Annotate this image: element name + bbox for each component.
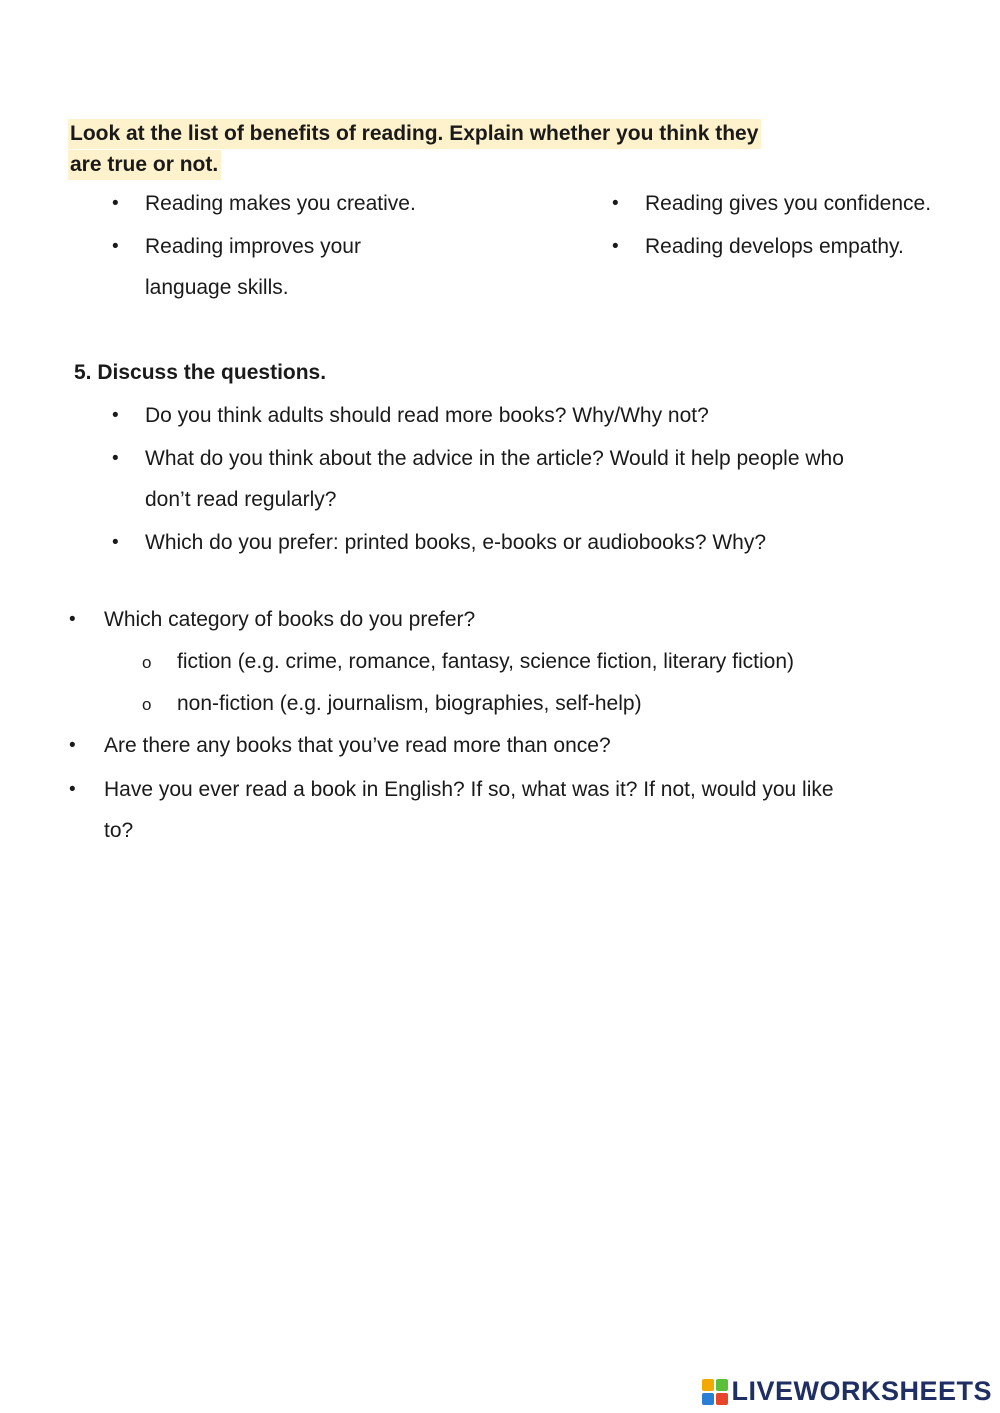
- bullet-icon: •: [112, 532, 119, 553]
- bullet-icon: •: [112, 193, 119, 214]
- section-5-heading: 5. Discuss the questions.: [74, 361, 327, 384]
- benefit-creative: Reading makes you creative.: [145, 192, 416, 215]
- instruction-line-1: Look at the list of benefits of reading. Explain whether you think they: [68, 119, 761, 149]
- discuss-question-3: Which do you prefer: printed books, e-books or audiobooks? Why?: [145, 531, 767, 554]
- category-question: Which category of books do you prefer?: [104, 608, 476, 631]
- instruction-line-2: are true or not.: [68, 150, 221, 180]
- logo-square-3: [702, 1393, 714, 1405]
- liveworksheets-logo-text: LIVEWORKSHEETS: [731, 1376, 992, 1406]
- bullet-icon: •: [112, 405, 119, 426]
- discuss-question-1: Do you think adults should read more books? Why/Why not?: [145, 404, 709, 427]
- benefit-language-line-2: language skills.: [145, 276, 289, 299]
- sub-bullet-icon: o: [142, 653, 152, 672]
- logo-square-4: [716, 1393, 728, 1405]
- liveworksheets-logo-icon: [702, 1379, 728, 1405]
- bullet-icon: •: [69, 609, 76, 630]
- discuss-question-2-line-1: What do you think about the advice in the article? Would it help people who: [145, 447, 844, 470]
- benefit-empathy: Reading develops empathy.: [645, 235, 904, 258]
- benefit-language-line-1: Reading improves your: [145, 235, 361, 258]
- logo-square-1: [702, 1379, 714, 1391]
- english-book-question-line-1: Have you ever read a book in English? If so, what was it? If not, would you like: [104, 778, 834, 801]
- bullet-icon: •: [612, 193, 619, 214]
- discuss-question-2-line-2: don’t read regularly?: [145, 488, 337, 511]
- english-book-question-line-2: to?: [104, 819, 134, 842]
- bullet-icon: •: [112, 448, 119, 469]
- bullet-icon: •: [69, 735, 76, 756]
- logo-square-2: [716, 1379, 728, 1391]
- bullet-icon: •: [69, 779, 76, 800]
- category-non-fiction: non-fiction (e.g. journalism, biographies, self-help): [177, 692, 642, 715]
- liveworksheets-logo: [702, 1376, 992, 1407]
- benefit-confidence: Reading gives you confidence.: [645, 192, 932, 215]
- reread-question: Are there any books that you’ve read more than once?: [104, 734, 611, 757]
- bullet-icon: •: [112, 236, 119, 257]
- sub-bullet-icon: o: [142, 695, 152, 714]
- category-fiction: fiction (e.g. crime, romance, fantasy, science fiction, literary fiction): [177, 650, 794, 673]
- bullet-icon: •: [612, 236, 619, 257]
